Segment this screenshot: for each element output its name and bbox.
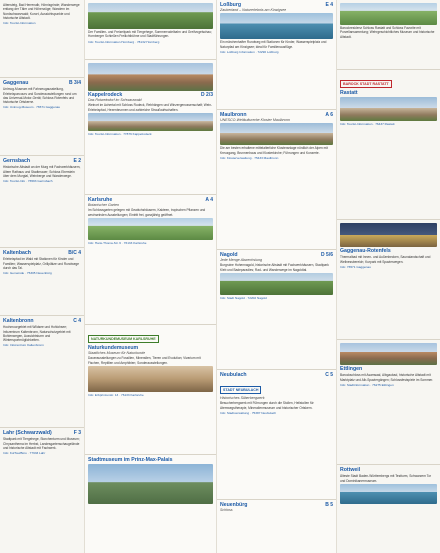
entry-info: Info: Tourist-Information · 76437 Rastatt — [340, 122, 395, 127]
grid-reference: D 5/6 — [321, 252, 333, 258]
entry-info: Info: Klosterverwaltung · 75433 Maulbronn — [220, 155, 279, 160]
grid-reference: E 4 — [325, 2, 333, 8]
entry-kappelrodeck — [85, 60, 216, 195]
naturkunde-logo: NATURKUNDEMUSEUM KARLSRUHE — [88, 335, 159, 343]
entry-info: Info: Gemeinde · 75305 Neuenbürg — [3, 271, 52, 276]
photo-nagold — [220, 273, 333, 295]
entry-text: Weinort im Achertal mit Schloss Rodeck, Rebhängen und Winzergenossenschaft; Wein-Erlebnispfad, Hexenbrunnen und zahlreiche Straußwirtschaften. — [88, 103, 213, 112]
photo-karlsruhe — [88, 218, 213, 240]
column-4 — [336, 0, 440, 553]
entry-text: Erlebnispfad im Wald mit Stationen für Kinder und Familien; Wasserspielplatz, Grillplätze und Rundwege durch das Tal. — [3, 257, 80, 270]
entry-text: Barockschloss mit Asamsaal, Albgaubad, historische Altstadt mit Marktplatz und Alb-Spaziergängen; Schlossfestspiele im Sommer. — [340, 373, 434, 382]
entry-neuenbuerg — [217, 500, 336, 553]
barock-stadt-rastatt-logo: BAROCK STADT RASTATT — [340, 80, 392, 88]
entry-text: Barockresidenz Schloss Rastatt und Schloss Favorite mit Porzellansammlung; Wehrgeschichtliches Museum und historische Altstadt. — [340, 26, 435, 39]
column-1 — [0, 0, 84, 553]
entry-text: Altensteig, Bad Herrenalb, Hörnisgrinde; Wanderwege entlang der Täler und Höhenzüge; Wandern im Nordschwarzwald; Kurort, Aussichtspunkte und historische Altstadt. — [3, 3, 80, 20]
entry-info: Info: Tourist-Information · 77876 Kappelrodeck — [88, 131, 152, 136]
entry-karlsruhe — [85, 195, 216, 325]
entry-subtitle: Das Rotweindorf im Schwarzwald — [88, 98, 142, 103]
grid-reference: B/C 4 — [68, 250, 81, 256]
entry-gernsbach — [0, 156, 84, 248]
grid-reference: A 6 — [325, 112, 333, 118]
entry-gaggenau — [0, 78, 84, 156]
entry-kaltenbronn — [0, 316, 84, 428]
entry-rastatt — [337, 70, 440, 220]
entry-subtitle: Staatliches Museum für Naturkunde — [88, 351, 146, 356]
entry-title: Stadtmuseum im Prinz-Max-Palais — [88, 457, 173, 463]
entry-info: Info: Tourist-Information Hornberg · 78132 Hornberg — [88, 39, 160, 44]
photo-thermalbad — [340, 223, 437, 247]
grid-reference: C 5 — [325, 372, 333, 378]
column-3 — [216, 0, 336, 553]
entry-info: Info: Infozentrum Kaltenbronn — [3, 343, 44, 348]
entry-title: Naturkundemuseum — [88, 345, 139, 351]
entry-subtitle: Historisches Silberbergwerk — [220, 396, 265, 401]
entry-info: Info: Hans-Thoma-Str. 6 · 76133 Karlsruhe — [88, 240, 147, 245]
grid-reference: E 2 — [73, 158, 81, 164]
entry-text: Historische Altstadt an der Murg mit Fachwerkhäusern, Altem Rathaus und Stadtmauer; Schloss Eberstein über dem Murgtal, Weinberge und Wanderwege. — [3, 165, 81, 178]
photo-kappelrodeck — [88, 63, 213, 91]
entry-text: Im Schlossgarten gelegen mit Gewächshäusern, Kakteen, tropischen Pflanzen und wechselnden Ausstellungen; Eintritt frei, ganzjährig geöffnet. — [88, 208, 206, 217]
entry-rastatt-top — [337, 0, 440, 70]
grid-reference: B 5 — [325, 502, 333, 508]
entry-subtitle: Schloss — [220, 508, 233, 513]
entry-title: Neubulach — [220, 372, 247, 378]
entry-info: Info: KulTourBüro · 77933 Lahr — [3, 451, 46, 456]
entry-title: Nagold — [220, 252, 238, 258]
photo-kappelrodeck-2 — [88, 113, 213, 131]
entry-title: Kaltenbronn — [3, 318, 34, 324]
entry-info: Info: Unimog-Museum · 76571 Gaggenau — [3, 105, 61, 110]
entry-title: Karlsruhe — [88, 197, 113, 203]
entry-kaltenbach — [0, 248, 84, 316]
entry-subtitle: Zauberland – Naturerlebnis am Kinzigsee — [220, 8, 287, 13]
entry-title: Lahr (Schwarzwald) — [3, 430, 52, 436]
entry-naturkundemuseum — [85, 325, 216, 455]
entry-text: Hochmoorgebiet mit Wildsee und Hohlohsee; Infozentrum Kaltenbronn, Naturschutzgebiet mit Bohlenwegen, Aussichtsturm und Wintersportmöglichkeiten. — [3, 325, 71, 343]
grid-reference: C 4 — [73, 318, 81, 324]
entry-hornberg — [85, 0, 216, 60]
entry-subtitle: Botanischer Garten — [88, 203, 119, 208]
entry-gaggenau-rotenfels — [337, 220, 440, 340]
entry-title: Neuenbürg — [220, 502, 248, 508]
entry-info: Info: Tourist-Information — [3, 21, 36, 26]
entry-text: Älteste Stadt Baden-Württembergs mit Testturm, Schwarzem Tor und Dominikanermuseum. — [340, 474, 432, 483]
column-2 — [84, 0, 216, 553]
entry-title: Kaltenbach — [3, 250, 31, 256]
entry-info: Info: Erbprinzenstr. 13 · 76133 Karlsruhe — [88, 392, 144, 397]
photo-rastatt-2 — [340, 97, 437, 121]
grid-reference: B 3/4 — [69, 80, 81, 86]
photo-maulbronn — [220, 123, 333, 145]
entry-title: Ettlingen — [340, 366, 363, 372]
entry-text: Die am besten erhaltene mittelalterliche Klosteranlage nördlich der Alpen mit Kreuzgang, Brunnenhaus und Klosterkirche; Führungen und Konzerte. — [220, 146, 328, 155]
entry-title: Rottweil — [340, 467, 361, 473]
photo-rottweil — [340, 484, 437, 504]
entry-text: Stadtpark mit Tiergehege, Storchenturm und Museum; Chrysanthema im Herbst, Landesgartenschaugelände und historische Altstadt mit Fachwerk. — [3, 437, 80, 450]
entry-text: Besucherbergwerk mit Führungen durch die Stollen, Heilstollen für Atemwegstherapie, Mineralienmuseum und historischer Ortskern. — [220, 401, 314, 410]
entry-text: Burgruine Hohennagold, historische Altstadt mit Fachwerkhäusern, Stadtpark Kleb und Badeparadies; Rad- und Wanderwege im Nagoldtal. — [220, 263, 329, 272]
entry-title: Loßburg — [220, 2, 242, 8]
neubulach-logo: STADT NEUBULACH — [220, 386, 261, 394]
entry-maulbronn — [217, 110, 336, 250]
entry-title: Kappelrodeck — [88, 92, 123, 98]
entry-text: Unimog-Museum mit Fahrzeugausstellung, Erlebnisparcours und Sonderausstellungen rund um das Universal-Motor-Gerät; Schloss Rotenfels und historische Ortskerne. — [3, 87, 77, 105]
entry-title: Gernsbach — [3, 158, 31, 164]
entry-lahr — [0, 428, 84, 553]
entry-ettlingen — [337, 340, 440, 465]
entry-subtitle: Jede Menge Abwechslung — [220, 258, 263, 263]
entry-text: Der Familien- und Freizeitpark mit Tiergehege, Sommerrodelbahn und Greifvogelschau; Hornberger Schießen Freilichtbühne und Stadtführungen. — [88, 30, 212, 39]
entry-title: Gaggenau-Rotenfels — [340, 248, 391, 254]
photo-naturkunde — [88, 366, 213, 392]
entry-info: Info: 76571 Gaggenau — [340, 264, 371, 269]
entry-title: Gaggenau — [3, 80, 29, 86]
entry-info: Info: Stadt Nagold · 72202 Nagold — [220, 295, 267, 300]
entry-subtitle: UNESCO-Weltkulturerbe Kloster Maulbronn — [220, 118, 290, 123]
entry-text: Dauerausstellungen zu Fossilien, Mineralien, Tieren und Evolution; Vivarium mit Fischen, Reptilien und Amphibien; Sonderausstellungen. — [88, 356, 201, 365]
entry-text: Thermalbad mit Innen- und Außenbecken, Saunalandschaft und Wellnessbereich; Kurpark mit Spazierwegen. — [340, 255, 431, 264]
entry-prinz-max-palais — [85, 455, 216, 553]
entry-info: Info: Tourist-Info · 76593 Gernsbach — [3, 179, 53, 184]
grid-reference: D 2/3 — [201, 92, 213, 98]
entry-lossburg — [217, 0, 336, 110]
entry-info: Info: Loßburg Information · 72290 Loßburg — [220, 49, 279, 54]
entry-title: Rastatt — [340, 90, 358, 96]
photo-hornberg — [88, 3, 213, 29]
photo-rastatt — [340, 3, 437, 25]
entry-info: Info: Stadtinformation · 76275 Ettlingen — [340, 382, 394, 387]
entry-neubulach — [217, 370, 336, 500]
grid-reference: A 4 — [205, 197, 213, 203]
entry-nagold — [217, 250, 336, 370]
grid-reference: F 3 — [73, 430, 81, 436]
entry-text: Ein märchenhafter Rundweg mit Stationen für Kinder, Wasserspielplatz und Naturpfad am Kinzigsee; ideal für Familienausflüge. — [220, 40, 327, 49]
entry-title: Maulbronn — [220, 112, 247, 118]
entry-schwarzwaldtal — [0, 0, 84, 78]
entry-rottweil — [337, 465, 440, 553]
photo-ettlingen — [340, 343, 437, 365]
photo-prinz-max-palais — [88, 464, 213, 504]
entry-info: Info: Stadtverwaltung · 75387 Neubulach — [220, 410, 277, 415]
photo-lossburg — [220, 13, 333, 39]
